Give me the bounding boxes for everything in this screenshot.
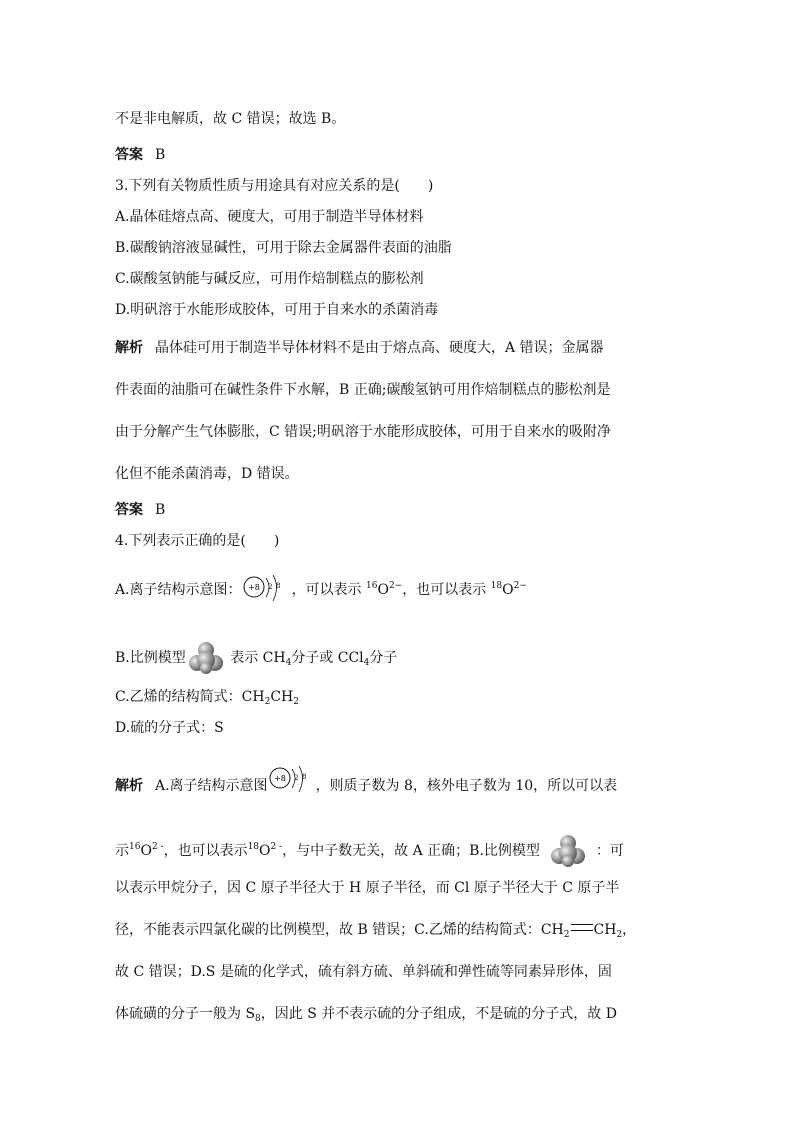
explanation-text: ，与中子数无关，故 A 正确；B.比例模型	[282, 843, 540, 859]
answer-value: B	[155, 502, 166, 518]
question-4-explanation-line	[115, 1005, 617, 1028]
explanation-text: ，因此 S 并不表示硫的分子组成，不是硫的分子式，故 D	[260, 1006, 617, 1022]
explanation-text: 示	[115, 843, 129, 859]
svg-text:8: 8	[275, 582, 281, 590]
question-4-option-c	[115, 688, 299, 711]
explanation-text: ，也可以表示	[163, 843, 248, 859]
question-4-explanation-line: 以表示甲烷分子，因 C 原子半径大于 H 原子半径，而 Cl 原子半径大于 C 原子半	[115, 880, 620, 896]
ion-charge: 2 -	[270, 842, 283, 852]
answer-label: 答案	[115, 147, 143, 163]
question-4-option-a	[115, 572, 527, 607]
option-b-text: 分子	[369, 650, 398, 666]
question-4-explanation-line	[115, 834, 624, 868]
explanation-text: 径，不能表示四氯化碳的比例模型，故 B 错误；C.乙烯的结构简式：CH	[115, 922, 564, 938]
element-symbol: O	[259, 843, 271, 859]
question-3-explanation-line: 化但不能杀菌消毒，D 错误。	[115, 466, 299, 482]
subscript: 2	[563, 930, 570, 940]
mass-number: 16	[129, 842, 141, 852]
question-4-explanation-line	[115, 921, 636, 944]
explanation-text: 晶体硅可用于制造半导体材料不是由于熔点高、硬度大，A 错误；金属器	[155, 340, 604, 356]
question-4-option-d: D.硫的分子式：S	[115, 720, 224, 736]
element-symbol: O	[140, 843, 152, 859]
ion-charge: 2−	[388, 581, 403, 591]
explanation-label: 解析	[115, 340, 143, 356]
mass-number: 18	[490, 581, 503, 591]
ion-charge: 2−	[513, 581, 527, 591]
question-3-option-a: A.晶体硅熔点高、硬度大，可用于制造半导体材料	[115, 209, 424, 225]
question-4-explanation-line: 故 C 错误；D.S 是硫的化学式，硫有斜方硫、单斜硫和弹性硫等同素异形体，固	[115, 964, 612, 980]
ion-structure-diagram	[268, 766, 316, 806]
option-b-text: 分子或 CCl	[291, 650, 364, 666]
svg-text:8: 8	[301, 773, 307, 781]
subscript: 2	[264, 697, 271, 707]
double-bond-symbol	[571, 924, 593, 931]
option-b-text: 表示 CH	[230, 650, 286, 666]
option-b-text: B.比例模型	[115, 650, 186, 666]
option-a-text: A.离子结构示意图：	[115, 582, 242, 598]
explanation-label: 解析	[115, 778, 143, 794]
option-a-text: ，可以表示	[291, 582, 367, 598]
option-c-text: C.乙烯的结构简式：CH	[115, 689, 265, 705]
subscript: 4	[285, 658, 292, 668]
question-4-option-b	[115, 641, 397, 678]
svg-text:2: 2	[267, 583, 273, 591]
ion-charge: 2 -	[151, 842, 164, 852]
answer-label: 答案	[115, 502, 143, 518]
question-3-stem: 3.下列有关物质性质与用途具有对应关系的是( )	[115, 178, 434, 194]
svg-text:+8: +8	[247, 583, 260, 592]
mass-number: 18	[247, 842, 260, 852]
question-3-option-c: C.碳酸氢钠能与碱反应，可用作焙制糕点的膨松剂	[115, 271, 424, 287]
option-c-text: CH	[270, 689, 294, 705]
space-filling-model-image	[548, 834, 588, 868]
subscript: 4	[363, 658, 370, 668]
explanation-text: 体硫磺的分子一般为 S	[115, 1006, 256, 1022]
explanation-text: CH	[593, 922, 617, 938]
explanation-text: ，则质子数为 8，核外电子数为 10，所以可以表	[315, 778, 618, 794]
question-3-explanation-line: 由于分解产生气体膨胀，C 错误;明矾溶于水能形成胶体，可用于自来水的吸附净	[115, 424, 611, 440]
element-symbol: O	[502, 582, 514, 598]
question-4-explanation-line	[115, 766, 617, 806]
ion-structure-diagram	[242, 573, 292, 607]
explanation-text: ：可	[595, 843, 624, 859]
option-a-text: ，也可以表示	[402, 582, 491, 598]
explanation-text: ，	[622, 922, 637, 938]
subscript: 2	[293, 697, 299, 707]
element-symbol: O	[377, 582, 389, 598]
svg-text:2: 2	[293, 774, 299, 782]
question-3-explanation-line: 件表面的油脂可在碱性条件下水解，B 正确;碳酸氢钠可用作焙制糕点的膨松剂是	[115, 382, 611, 398]
question-3-explanation-line	[115, 339, 604, 357]
space-filling-model-image	[186, 641, 226, 675]
subscript: 2	[616, 930, 623, 940]
mass-number: 16	[366, 581, 378, 591]
question-3-option-d: D.明矾溶于水能形成胶体，可用于自来水的杀菌消毒	[115, 302, 439, 318]
question-4-stem: 4.下列表示正确的是( )	[115, 533, 280, 549]
question-3-option-b: B.碳酸钠溶液显碱性，可用于除去金属器件表面的油脂	[115, 240, 452, 256]
text-line: 不是非电解质，故 C 错误；故选 B。	[115, 111, 346, 127]
subscript: 8	[255, 1014, 261, 1024]
answer-line	[115, 501, 165, 519]
svg-text:+8: +8	[273, 774, 286, 783]
answer-line	[115, 146, 165, 164]
explanation-text: A.离子结构示意图	[155, 778, 268, 794]
answer-value: B	[155, 147, 166, 163]
